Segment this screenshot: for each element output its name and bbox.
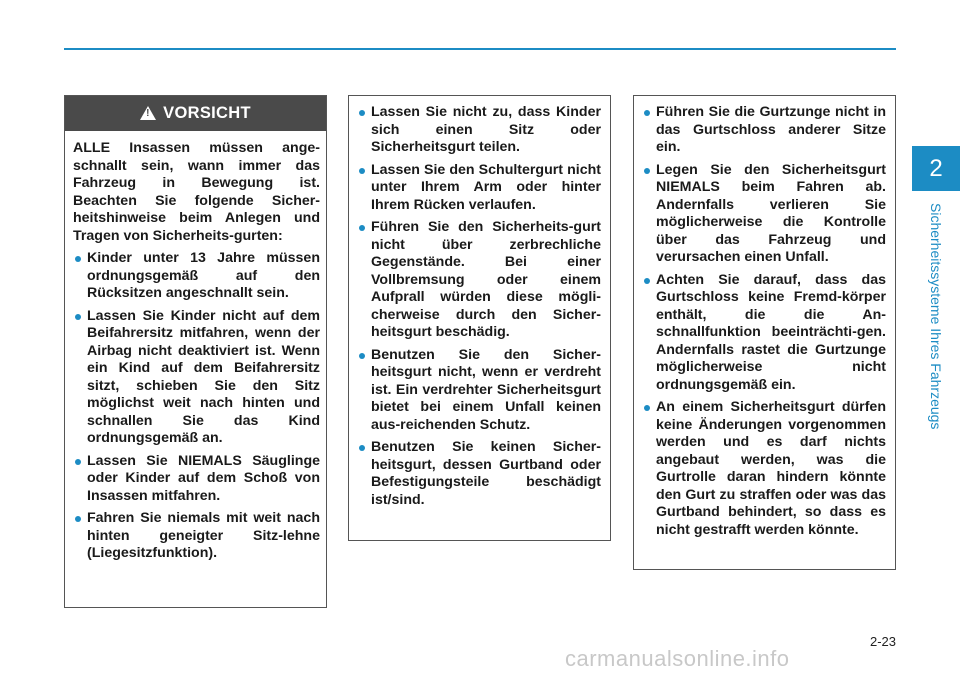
watermark: carmanualsonline.info (565, 646, 790, 671)
warning-heading: VORSICHT (163, 103, 251, 122)
chapter-title: Sicherheitssysteme Ihres Fahrzeugs (928, 202, 944, 430)
list-item: Führen Sie den Sicherheits-gurt nicht über zerbrechliche Gegenstände. Bei einer Vollbremsung oder einem Aufprall würden diese mögli-cherweise durch den Sicher-heitsgurt beschädig. (357, 219, 601, 342)
chapter-number-tab: 2 (912, 146, 960, 191)
warning-continuation-box-2 (633, 95, 896, 570)
list-item: Lassen Sie den Schultergurt nicht unter Ihrem Arm oder hinter Ihrem Rücken verlaufen. (357, 162, 601, 215)
list-item: Achten Sie darauf, dass das Gurtschloss keine Fremd-körper enthält, die die An-schnallfunktion beeinträchti-gen. Andernfalls rastet die Gurtzunge möglicherweise nicht ordnungsgemäß ein. (642, 272, 886, 395)
list-item: Legen Sie den Sicherheitsgurt NIEMALS beim Fahren ab. Andernfalls verlieren Sie möglicherweise die Kontrolle über das Fahrzeug und verursachen einen Unfall. (642, 162, 886, 267)
list-item: Lassen Sie nicht zu, dass Kinder sich einen Sitz oder Sicherheitsgurt teilen. (357, 104, 601, 157)
list-item: An einem Sicherheitsgurt dürfen keine Änderungen vorgenommen werden und es darf nichts angebaut werden, was die Gurtrolle daran hindern könnte den Gurt zu straffen oder was das Gurtband behindert, so dass es nicht gestrafft werden könnte. (642, 399, 886, 539)
warning-list (73, 250, 320, 563)
warning-continuation-box (348, 95, 611, 541)
list-item: Benutzen Sie den Sicher-heitsgurt nicht, wenn er verdreht ist. Ein verdrehter Sicherheitsgurt bietet bei einem Unfall keinen aus-reichenden Schutz. (357, 347, 601, 435)
list-item: Lassen Sie Kinder nicht auf dem Beifahrersitz mitfahren, wenn der Airbag nicht deaktiviert ist. Wenn ein Kind auf dem Beifahrersitz sitzt, schieben Sie den Sitz möglichst weit nach hinten und schnallen Sie das Kind ordnungsgemäß an. (73, 308, 320, 448)
list-item: Benutzen Sie keinen Sicher-heitsgurt, dessen Gurtband oder Befestigungsteile beschädigt ist/sind. (357, 439, 601, 509)
warning-body (65, 131, 326, 563)
warning-header (65, 96, 326, 131)
warning-triangle-icon (140, 106, 156, 120)
page-number: 2-23 (869, 634, 896, 649)
warning-box (64, 95, 327, 608)
list-item: Kinder unter 13 Jahre müssen ordnungsgemäß auf den Rücksitzen angeschnallt sein. (73, 250, 320, 303)
chapter-side-title (912, 196, 960, 436)
warning-list-2 (357, 104, 601, 509)
list-item: Lassen Sie NIEMALS Säuglinge oder Kinder auf dem Schoß von Insassen mitfahren. (73, 453, 320, 506)
header-rule (64, 48, 896, 50)
list-item: Fahren Sie niemals mit weit nach hinten geneigter Sitz-lehne (Liegesitzfunktion). (73, 510, 320, 563)
list-item: Führen Sie die Gurtzunge nicht in das Gurtschloss anderer Sitze ein. (642, 104, 886, 157)
warning-list-3 (642, 104, 886, 539)
warning-intro: ALLE Insassen müssen ange-schnallt sein, wann immer das Fahrzeug in Bewegung ist. Beachten Sie folgende Sicher-heitshinweise beim Anlegen und Tragen von Sicherheits-gurten: (73, 140, 320, 244)
